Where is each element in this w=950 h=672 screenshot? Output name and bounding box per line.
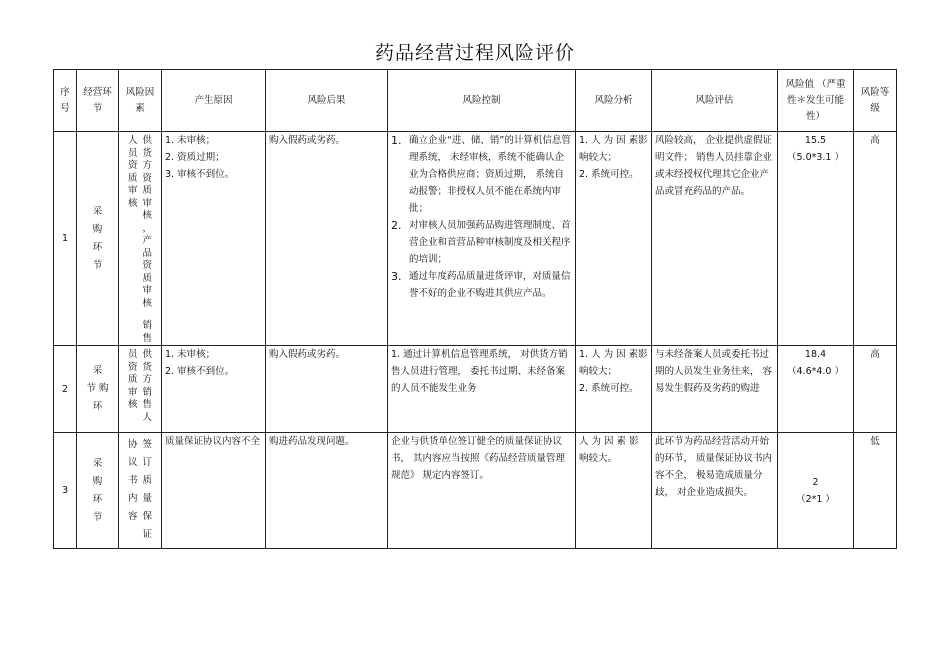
factor-char: 资 <box>142 260 153 271</box>
control-item-text: 通过年度药品质量进货评审，对质量信誉不好的企业不购进其供应产品。 <box>409 271 571 299</box>
factor-column-2 <box>143 436 153 544</box>
factor-char: 质 <box>142 475 153 486</box>
factor-char: 审 <box>127 386 138 398</box>
factor-char: 审 <box>142 197 153 209</box>
factor-char: 核 <box>127 197 138 209</box>
factor-char: 员 <box>127 349 138 360</box>
factor-char: 证 <box>142 529 153 540</box>
header-factor: 风险因素 <box>119 70 162 132</box>
header-value: 风险值 （严重性＊发生可能性） <box>778 70 854 132</box>
factor-char: 方 <box>142 160 153 171</box>
factor-char: 资 <box>142 172 153 184</box>
control-item <box>391 217 572 268</box>
table-row <box>54 132 897 346</box>
factor-char: 方 <box>142 374 153 385</box>
header-level: 风险等级 <box>854 70 897 132</box>
analysis-cell: 人 为 因 素 影响较大。 <box>576 433 652 549</box>
consequence-cell: 购入假药或劣药。 <box>266 132 388 346</box>
factor-char: 量 <box>142 493 153 504</box>
factor-char: 质 <box>142 185 153 196</box>
factor-char: 议 <box>127 457 138 468</box>
evaluation-cell: 与未经备案人员或委托书过期的人员发生业务往来， 容易发生假药及劣药的购进 <box>652 346 778 433</box>
header-evaluation: 风险评估 <box>652 70 778 132</box>
factor-column-1 <box>128 349 138 424</box>
factor-char: 核 <box>142 297 153 309</box>
factor-char: 人 <box>142 411 153 423</box>
risk-formula: （2*1 ） <box>796 493 835 505</box>
stage-char: 环 <box>92 493 103 505</box>
control-item <box>391 268 572 302</box>
factor-char: 内 <box>127 493 138 504</box>
stage-cell <box>77 346 119 433</box>
factor-char: 核 <box>142 210 153 221</box>
factor-char: 售 <box>142 332 153 344</box>
stage-char: 节 购 <box>86 383 109 394</box>
cause-cell: 质量保证协议内容不全 <box>162 433 266 549</box>
stage-char: 环 <box>92 401 103 412</box>
control-item-number: 3. <box>391 270 402 283</box>
risk-formula: （4.6*4.0 ） <box>787 366 844 377</box>
factor-char: 质 <box>127 172 138 184</box>
factor-char: 资 <box>127 160 138 171</box>
level-cell: 低 <box>854 433 897 549</box>
factor-cell <box>119 346 162 433</box>
stage-char: 节 <box>92 511 103 523</box>
control-cell: 企业与供货单位签订健全的质量保证协议书， 其内容应当按照《药品经营质量管理规范》 规定内容签订。 <box>388 433 576 549</box>
risk-value: 15.5 <box>804 135 827 146</box>
evaluation-cell: 风险较高， 企业提供虚假证明文件； 销售人员挂靠企业或未经授权代理其它企业产品或冒充药品的产品。 <box>652 132 778 346</box>
factor-char: 产 <box>142 235 153 246</box>
factor-char: 质 <box>127 374 138 385</box>
factor-column-2 <box>143 135 153 345</box>
evaluation-cell: 此环节为药品经营活动开始的环节， 质量保证协议书内容不全， 极易造成质量分歧， 对企业造成损失。 <box>652 433 778 549</box>
stage-char: 购 <box>92 223 103 235</box>
factor-char: 审 <box>127 185 138 196</box>
factor-char: 供 <box>142 135 153 146</box>
row-number: 1 <box>54 132 77 346</box>
level-cell: 高 <box>854 346 897 433</box>
stage-char: 采 <box>92 205 103 217</box>
factor-char: 品 <box>142 247 153 259</box>
stage-cell <box>77 132 119 346</box>
value-cell <box>778 433 854 549</box>
factor-char: 保 <box>142 511 153 522</box>
factor-char: 质 <box>142 272 153 284</box>
factor-column-2 <box>143 349 153 424</box>
table-row <box>54 346 897 433</box>
factor-char: 签 <box>142 439 153 450</box>
factor-char: 员 <box>127 147 138 159</box>
header-analysis: 风险分析 <box>576 70 652 132</box>
factor-char: 供 <box>142 349 153 360</box>
control-item <box>391 132 572 217</box>
stage-char: 采 <box>92 365 103 376</box>
factor-char: 货 <box>142 147 153 159</box>
stage-char: 节 <box>92 259 103 271</box>
factor-char: 销 <box>142 386 153 398</box>
factor-column-1 <box>128 436 138 544</box>
table-row <box>54 433 897 549</box>
control-cell: 1. 通过计算机信息管理系统， 对供货方销售人员进行管理， 委托书过期、未经备案的人员不能发生业务 <box>388 346 576 433</box>
risk-value: 18.4 <box>804 349 827 360</box>
stage-cell <box>77 433 119 549</box>
factor-char: 容 <box>127 511 138 522</box>
value-cell <box>778 132 854 346</box>
risk-formula: （5.0*3.1 ） <box>787 152 844 163</box>
factor-char: ， <box>142 222 153 234</box>
header-control: 风险控制 <box>388 70 576 132</box>
control-item-number: 1. <box>391 134 402 147</box>
factor-char: 货 <box>142 361 153 373</box>
risk-value: 2 <box>812 476 819 488</box>
control-item-text: 确立企业“进、储、销”的计算机信息管理系统， 未经审核，系统不能确认企业为合格供应商；资质过期， 系统自动报警；非授权人员不能在系统内审批； <box>409 135 571 214</box>
analysis-cell: 1. 人 为 因 素影响较大； 2. 系统可控。 <box>576 132 652 346</box>
control-item-text: 对审核人员加强药品购进管理制度、首营企业和首营品种审核制度及相关程序的培训； <box>409 220 571 265</box>
factor-char: 销 <box>142 320 153 331</box>
factor-column-1 <box>128 135 138 345</box>
consequence-cell: 购进药品发现问题。 <box>266 433 388 549</box>
stage-char: 环 <box>92 241 103 253</box>
factor-cell <box>119 132 162 346</box>
factor-char: 订 <box>142 457 153 468</box>
factor-cell <box>119 433 162 549</box>
header-no: 序号 <box>54 70 77 132</box>
stage-char: 采 <box>92 457 103 469</box>
cause-cell: 1. 未审核； 2. 审核不到位。 <box>162 346 266 433</box>
level-cell: 高 <box>854 132 897 346</box>
value-cell <box>778 346 854 433</box>
header-cause: 产生原因 <box>162 70 266 132</box>
risk-table <box>53 69 897 549</box>
row-number: 3 <box>54 433 77 549</box>
stage-char: 购 <box>92 475 103 487</box>
factor-char: 核 <box>127 399 138 410</box>
factor-char: 书 <box>127 475 138 486</box>
control-cell <box>388 132 576 346</box>
header-stage: 经营环节 <box>77 70 119 132</box>
control-item-number: 2. <box>391 219 402 232</box>
factor-char: 售 <box>142 399 153 410</box>
factor-char: 审 <box>142 285 153 296</box>
consequence-cell: 购入假药或劣药。 <box>266 346 388 433</box>
analysis-cell: 1. 人 为 因 素影响较大； 2. 系统可控。 <box>576 346 652 433</box>
row-number: 2 <box>54 346 77 433</box>
header-row <box>54 70 897 132</box>
factor-char: 协 <box>127 439 138 450</box>
cause-cell: 1. 未审核； 2. 资质过期； 3. 审核不到位。 <box>162 132 266 346</box>
factor-char: 人 <box>127 135 138 146</box>
header-consequence: 风险后果 <box>266 70 388 132</box>
page-title: 药品经营过程风险评价 <box>374 42 575 64</box>
factor-char: 资 <box>127 361 138 373</box>
